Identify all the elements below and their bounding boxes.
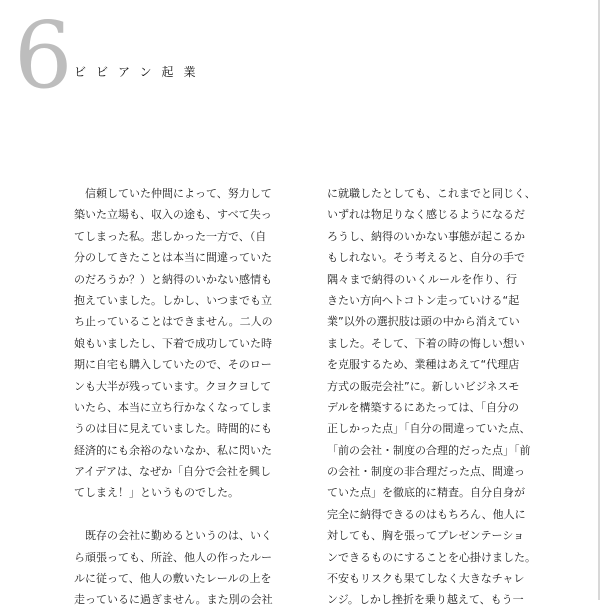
text-line: 娘もいましたし、下着で成功していた時	[74, 336, 272, 350]
text-line: 完全に納得できるのはもちろん、他人に	[327, 507, 526, 521]
text-line: のだろうか？）と納得のいかない感情も	[74, 272, 272, 286]
body-text-left-column	[74, 183, 273, 611]
text-line: 「前の会社・制度の合理的だった点」「前	[327, 443, 531, 457]
chapter-title: ビビアン起業	[74, 65, 206, 79]
text-line: に就職したとしても、これまでと同じく、	[327, 187, 536, 200]
text-line: ろうし、納得のいかない事態が起こるか	[327, 229, 525, 243]
text-line: アイデアは、なぜか「自分で会社を興し	[74, 465, 272, 479]
chapter-number: 6	[14, 2, 73, 109]
text-line: ンジ。しかし挫折を乗り越えて、もう一	[327, 593, 524, 607]
text-line: ていた点」を徹底的に精査。自分自身が	[327, 486, 525, 500]
text-line: もしれない。そう考えると、自分の手で	[327, 251, 525, 265]
text-line: デルを構築するにあたっては、「自分の	[327, 400, 519, 414]
text-line: を克服するため、業種はあえて“代理店	[327, 358, 520, 372]
text-line: ち止っていることはできません。二人の	[74, 315, 273, 329]
text-line: 対しても、胸を張ってプレゼンテーショ	[327, 529, 525, 543]
text-line: 経済的にも余裕のないなか、私に閃いた	[74, 443, 272, 457]
text-line: 分のしてきたことは本当に間違っていた	[74, 251, 272, 265]
text-line: いたら、本当に立ち行かなくなってしま	[74, 400, 272, 414]
text-line: てしまえ！」というものでした。	[74, 486, 239, 500]
text-line: 不安もリスクも果てしなく大きなチャレ	[327, 572, 525, 586]
text-line: 築いた立場も、収入の途も、すべて失っ	[74, 208, 272, 222]
text-line: の会社・制度の非合理だった点、間違っ	[327, 465, 525, 479]
text-line: てしまった私。悲しかった一方で、（自	[74, 229, 267, 243]
text-line: 走っているに過ぎません。また別の会社	[74, 593, 273, 607]
text-line: いずれは物足りなく感じるようになるだ	[327, 208, 525, 222]
text-line: 隅々まで納得のいくルールを作り、行	[327, 272, 517, 286]
text-line: 正しかった点」「自分の間違っていた点、	[327, 422, 531, 436]
text-line: 方式の販売会社”に。新しいビジネスモ	[327, 379, 520, 393]
text-line: ンも大半が残っています。クヨクヨして	[74, 379, 272, 393]
text-line: 信頼していた仲間によって、努力して	[74, 187, 272, 200]
text-line: 抱えていました。しかし、いつまでも立	[74, 293, 272, 307]
text-line: ら頑張っても、所詮、他人の作ったルー	[74, 550, 272, 564]
paragraph-break	[74, 504, 264, 525]
text-line: ンできるものにすることを心掛けました。	[327, 550, 536, 564]
text-line: ルに従って、他人の敷いたレールの上を	[74, 572, 272, 586]
text-line: 業”以外の選択肢は頭の中から消えてい	[327, 315, 520, 329]
text-line: うのは目に見えていました。時間的にも	[74, 422, 272, 436]
body-text-right-column	[327, 183, 536, 611]
text-line: きたい方向へトコトン走っていける“起	[327, 293, 520, 307]
text-line: 既存の会社に勤めるというのは、いく	[74, 529, 272, 543]
text-line: 期に自宅も購入していたので、そのロー	[74, 358, 272, 372]
text-line: ました。そして、下着の時の悔しい想い	[327, 336, 525, 350]
